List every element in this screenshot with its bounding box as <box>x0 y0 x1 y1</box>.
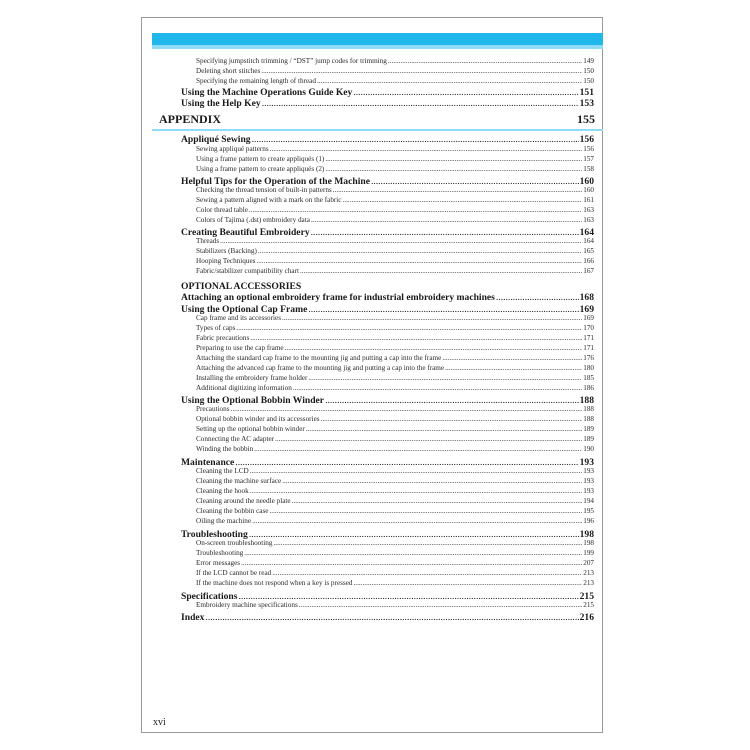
toc-entry-title: Connecting the AC adapter <box>196 435 275 443</box>
toc-subsection-entry[interactable] <box>196 67 594 76</box>
toc-entry-page: 176 <box>583 354 594 362</box>
toc-subsection-entry[interactable] <box>196 405 594 414</box>
dot-leader <box>353 579 582 588</box>
toc-entry-title: Colors of Tajima (.dst) embroidery data <box>196 216 310 224</box>
toc-entry-title: Stabilizers (Backing) <box>196 247 257 255</box>
dot-leader <box>254 445 582 454</box>
toc-entry-page: 189 <box>583 425 594 433</box>
dot-leader <box>250 334 582 343</box>
toc-entry-page: 150 <box>583 67 594 75</box>
toc-entry-page: 163 <box>583 206 594 214</box>
appendix-page: 155 <box>577 112 595 126</box>
toc-entry-title: Preparing to use the cap frame <box>196 344 284 352</box>
toc-entry-title: Cleaning the hook <box>196 487 249 495</box>
toc-entry-page: 215 <box>579 591 594 602</box>
dot-leader <box>270 145 583 154</box>
toc-entry-page: 199 <box>583 549 594 557</box>
toc-entry-title: Error messages <box>196 559 241 567</box>
toc-subsection-entry[interactable] <box>196 517 594 526</box>
toc-section-entry[interactable] <box>181 98 594 109</box>
toc-subsection-entry[interactable] <box>196 487 594 496</box>
toc-entry-page: 171 <box>583 344 594 352</box>
toc-entry-title: Oiling the machine <box>196 517 252 525</box>
dot-leader <box>205 612 578 623</box>
dot-leader <box>282 477 582 486</box>
toc-subsection-entry[interactable] <box>196 569 594 578</box>
dot-leader <box>299 601 582 610</box>
dot-leader <box>285 344 583 353</box>
toc-entry-title: Troubleshooting <box>196 549 244 557</box>
appendix-underline <box>152 129 603 131</box>
toc-entry-page: 193 <box>583 487 594 495</box>
dot-leader <box>261 67 582 76</box>
toc-subsection-entry[interactable] <box>196 267 594 276</box>
toc-entry-title: Cleaning the machine surface <box>196 477 282 485</box>
toc-subsection-entry[interactable] <box>196 354 594 363</box>
dot-leader <box>300 267 582 276</box>
toc-subsection-entry[interactable] <box>196 415 594 424</box>
toc-entry-page: 196 <box>583 517 594 525</box>
toc-entry-page: 190 <box>583 445 594 453</box>
toc-entry-title: Color thread table <box>196 206 248 214</box>
toc-subsection-entry[interactable] <box>196 145 594 154</box>
dot-leader <box>256 257 582 266</box>
toc-entry-title: Cap frame and its accessories <box>196 314 282 322</box>
toc-entry-title: Winding the bobbin <box>196 445 254 453</box>
dot-leader <box>333 186 582 195</box>
toc-entry-page: 198 <box>579 529 594 540</box>
dot-leader <box>244 549 582 558</box>
toc-subsection-entry[interactable] <box>196 165 594 174</box>
appendix-title: APPENDIX <box>159 112 221 126</box>
toc-subsection-entry[interactable] <box>196 384 594 393</box>
toc-entry-page: 167 <box>583 267 594 275</box>
toc-subsection-entry[interactable] <box>196 196 594 205</box>
toc-entry-page: 150 <box>583 77 594 85</box>
toc-entry-page: 157 <box>583 155 594 163</box>
toc-entry-title: Using the Help Key <box>181 98 261 109</box>
dot-leader <box>388 57 582 66</box>
dot-leader <box>306 425 582 434</box>
dot-leader <box>273 539 582 548</box>
dot-leader <box>282 314 582 323</box>
toc-entry-title: Using the Optional Cap Frame <box>181 304 308 315</box>
toc-subsection-entry[interactable] <box>196 257 594 266</box>
toc-entry-title: Checking the thread tension of built-in patterns <box>196 186 332 194</box>
toc-entry-page: 185 <box>583 374 594 382</box>
toc-entry-page: 189 <box>583 435 594 443</box>
toc-entry-title: Fabric precautions <box>196 334 250 342</box>
toc-subsection-entry[interactable] <box>196 579 594 588</box>
toc-entry-page: 193 <box>583 477 594 485</box>
toc-entry-page: 180 <box>583 364 594 372</box>
dot-leader <box>311 216 582 225</box>
toc-subsection-entry[interactable] <box>196 206 594 215</box>
toc-subsection-entry[interactable] <box>196 477 594 486</box>
toc-subsection-entry[interactable] <box>196 77 594 86</box>
toc-entry-page: 193 <box>579 457 594 468</box>
toc-entry-page: 188 <box>579 395 594 406</box>
toc-subsection-entry[interactable] <box>196 344 594 353</box>
toc-section-entry[interactable] <box>181 612 594 623</box>
dot-leader <box>252 517 582 526</box>
toc-entry-title: Attaching the advanced cap frame to the mounting jig and putting a cap into the frame <box>196 364 445 372</box>
toc-entry-title: Optional bobbin winder and its accessories <box>196 415 320 423</box>
toc-entry-page: 158 <box>583 165 594 173</box>
dot-leader <box>442 354 582 363</box>
dot-leader <box>325 155 582 164</box>
toc-entry-page: 198 <box>583 539 594 547</box>
toc-entry-page: 161 <box>583 196 594 204</box>
toc-subsection-entry[interactable] <box>196 425 594 434</box>
toc-entry-page: 213 <box>583 569 594 577</box>
toc-entry-title: Using a frame pattern to create appliqués (1) <box>196 155 325 163</box>
toc-entry-title: Hooping Techniques <box>196 257 256 265</box>
toc-entry-title: Attaching an optional embroidery frame for industrial embroidery machines <box>181 292 495 303</box>
toc-section-entry[interactable] <box>181 87 594 98</box>
toc-entry-title: Creating Beautiful Embroidery <box>181 227 310 238</box>
header-band-light <box>152 45 603 49</box>
toc-entry-title: Types of caps <box>196 324 236 332</box>
toc-entry-title: Specifying the remaining length of thread <box>196 77 316 85</box>
toc-entry-page: 169 <box>583 314 594 322</box>
dot-leader <box>249 206 582 215</box>
toc-entry-title: If the LCD cannot be read <box>196 569 272 577</box>
toc-subsection-entry[interactable] <box>196 334 594 343</box>
toc-entry-title: Embroidery machine specifications <box>196 601 298 609</box>
toc-entry-title: Cleaning the bobbin case <box>196 507 269 515</box>
toc-subsection-entry[interactable] <box>196 539 594 548</box>
toc-entry-page: 195 <box>583 507 594 515</box>
toc-entry-title: Setting up the optional bobbin winder <box>196 425 305 433</box>
toc-entry-title: Maintenance <box>181 457 235 468</box>
toc-entry-title: Deleting short stitches <box>196 67 261 75</box>
toc-entry-page: 207 <box>583 559 594 567</box>
toc-entry-title: Sewing appliqué patterns <box>196 145 269 153</box>
toc-entry-page: 170 <box>583 324 594 332</box>
toc-entry-page: 164 <box>579 227 594 238</box>
dot-leader <box>445 364 582 373</box>
dot-leader <box>321 415 583 424</box>
toc-subsection-entry[interactable] <box>196 247 594 256</box>
dot-leader <box>231 405 583 414</box>
toc-entry-page: 166 <box>583 257 594 265</box>
toc-subsection-entry[interactable] <box>196 314 594 323</box>
toc-subsection-entry[interactable] <box>196 216 594 225</box>
toc-entry-page: 151 <box>579 87 594 98</box>
toc-subsection-entry[interactable] <box>196 445 594 454</box>
toc-subsection-entry[interactable] <box>196 549 594 558</box>
toc-subsection-entry[interactable] <box>196 467 594 476</box>
dot-leader <box>317 77 582 86</box>
toc-entry-page: 216 <box>579 612 594 623</box>
toc-entry-title: Installing the embroidery frame holder <box>196 374 308 382</box>
header-band <box>152 33 603 45</box>
toc-section-entry[interactable] <box>181 134 594 145</box>
toc-entry-page: 164 <box>583 237 594 245</box>
toc-entry-title: Additional digitizing information <box>196 384 292 392</box>
dot-leader <box>292 497 583 506</box>
toc-entry-title: Appliqué Sewing <box>181 134 251 145</box>
appendix-heading[interactable] <box>159 112 595 128</box>
toc-subsection-entry[interactable] <box>196 155 594 164</box>
toc-subsection-entry[interactable] <box>196 57 594 66</box>
toc-entry-title: Attaching the standard cap frame to the mounting jig and putting a cap into the frame <box>196 354 442 362</box>
dot-leader <box>269 507 582 516</box>
toc-entry-page: 163 <box>583 216 594 224</box>
dot-leader <box>258 247 582 256</box>
dot-leader <box>275 435 582 444</box>
toc-entry-page: 213 <box>583 579 594 587</box>
toc-subsection-entry[interactable] <box>196 601 594 610</box>
toc-entry-title: Using the Optional Bobbin Winder <box>181 395 325 406</box>
dot-leader <box>241 559 582 568</box>
toc-entry-title: Fabric/stabilizer compatibility chart <box>196 267 299 275</box>
page-number: xvi <box>153 717 166 728</box>
toc-entry-title: Troubleshooting <box>181 529 248 540</box>
toc-subsection-entry[interactable] <box>196 559 594 568</box>
toc-entry-page: 160 <box>583 186 594 194</box>
dot-leader <box>272 569 582 578</box>
toc-entry-title: Cleaning around the needle plate <box>196 497 291 505</box>
toc-subsection-entry[interactable] <box>196 237 594 246</box>
dot-leader <box>308 374 582 383</box>
toc-entry-title: Index <box>181 612 205 623</box>
toc-entry-title: Sewing a pattern aligned with a mark on the fabric <box>196 196 342 204</box>
toc-entry-title: Specifications <box>181 591 238 602</box>
dot-leader <box>262 98 579 109</box>
dot-leader <box>353 87 578 98</box>
toc-entry-title: Precautions <box>196 405 230 413</box>
toc-entry-page: 188 <box>583 415 594 423</box>
dot-leader <box>250 467 583 476</box>
toc-entry-page: 193 <box>583 467 594 475</box>
dot-leader <box>236 324 582 333</box>
toc-entry-page: 156 <box>583 145 594 153</box>
dot-leader <box>220 237 582 246</box>
optional-accessories-heading: OPTIONAL ACCESSORIES <box>181 281 302 292</box>
toc-subsection-entry[interactable] <box>196 324 594 333</box>
toc-entry-page: 160 <box>579 176 594 187</box>
toc-entry-page: 215 <box>583 601 594 609</box>
toc-entry-title: Using the Machine Operations Guide Key <box>181 87 353 98</box>
toc-entry-page: 186 <box>583 384 594 392</box>
toc-entry-page: 168 <box>579 292 594 303</box>
toc-entry-page: 169 <box>579 304 594 315</box>
toc-entry-page: 156 <box>579 134 594 145</box>
dot-leader <box>293 384 582 393</box>
toc-subsection-entry[interactable] <box>196 374 594 383</box>
toc-entry-page: 165 <box>583 247 594 255</box>
toc-entry-title: Using a frame pattern to create appliqués (2) <box>196 165 325 173</box>
toc-entry-page: 188 <box>583 405 594 413</box>
dot-leader <box>250 487 583 496</box>
toc-entry-page: 149 <box>583 57 594 65</box>
dot-leader <box>252 134 579 145</box>
dot-leader <box>343 196 583 205</box>
toc-entry-title: Cleaning the LCD <box>196 467 249 475</box>
toc-entry-title: Specifying jumpstitch trimming / “DST” jump codes for trimming <box>196 57 387 65</box>
toc-entry-page: 194 <box>583 497 594 505</box>
toc-subsection-entry[interactable] <box>196 186 594 195</box>
toc-entry-title: Threads <box>196 237 220 245</box>
toc-entry-title: If the machine does not respond when a key is pressed <box>196 579 353 587</box>
toc-subsection-entry[interactable] <box>196 435 594 444</box>
toc-subsection-entry[interactable] <box>196 507 594 516</box>
dot-leader <box>496 292 579 303</box>
toc-section-entry[interactable] <box>181 292 594 303</box>
toc-entry-title: Helpful Tips for the Operation of the Machine <box>181 176 370 187</box>
dot-leader <box>325 165 582 174</box>
toc-subsection-entry[interactable] <box>196 364 594 373</box>
toc-entry-page: 171 <box>583 334 594 342</box>
toc-subsection-entry[interactable] <box>196 497 594 506</box>
toc-entry-title: On-screen troubleshooting <box>196 539 273 547</box>
toc-entry-page: 153 <box>579 98 594 109</box>
